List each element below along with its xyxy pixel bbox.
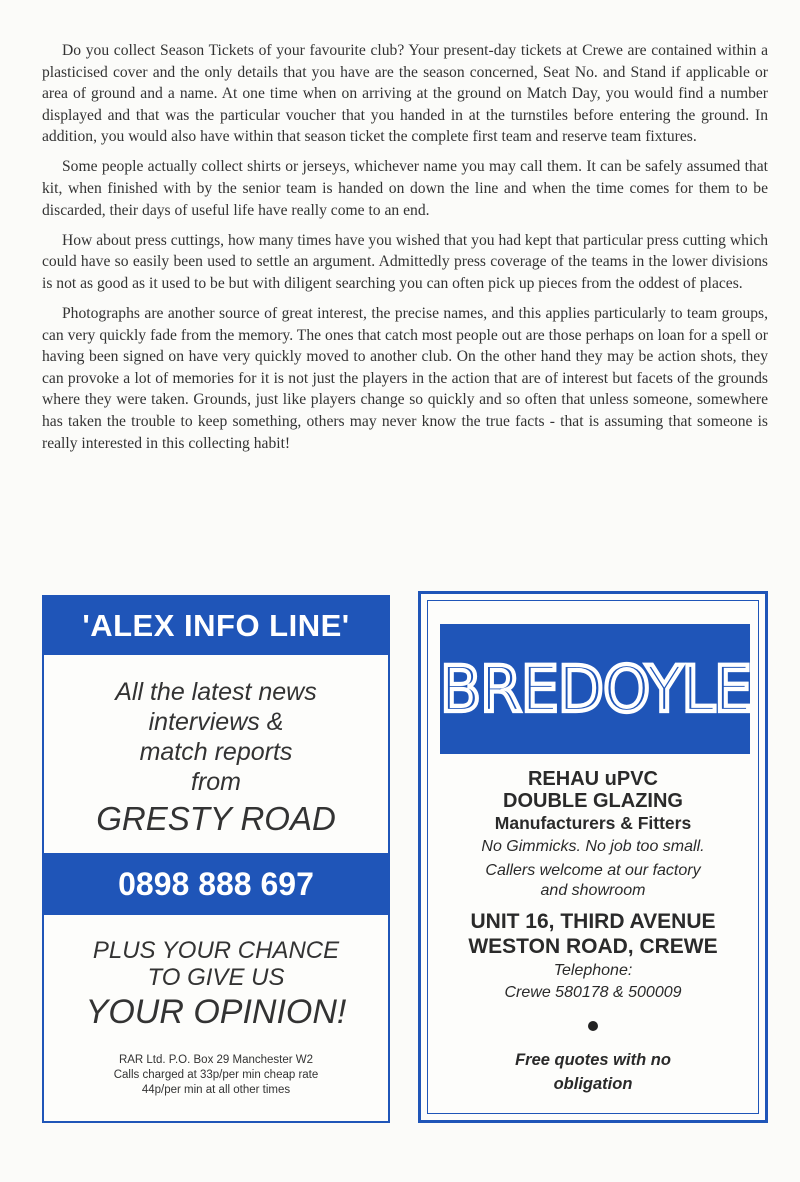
advert-line: TO GIVE US xyxy=(147,964,285,991)
advert-text xyxy=(428,768,758,1096)
logo-text: BREDOYLE xyxy=(440,653,751,727)
advert-location: GRESTY ROAD xyxy=(96,800,336,837)
advert-description xyxy=(44,655,388,853)
telephone-numbers: Crewe 580178 & 500009 xyxy=(504,984,682,1001)
alex-info-line-advert xyxy=(42,595,390,1123)
advert-line: interviews & xyxy=(148,708,284,736)
paragraph-press-cuttings: How about press cuttings, how many times have you wished that you had kept that particular press cutting which could have so easily been used to settle an argument. Admittedly press coverage of the teams in the lower divisions is not as good as it used to be but with diligent searching you can often pick up pieces from the oddest of places. xyxy=(42,231,768,292)
paragraph-shirts: Some people actually collect shirts or jerseys, whichever name you may call them. It can be safely assumed that kit, when finished with by the senior team is handed on down the line and when the time comes for them to be discarded, their days of useful life have really come to an end. xyxy=(42,158,768,219)
small-print-line: Calls charged at 33p/per min cheap rate xyxy=(113,1069,319,1081)
phone-number: 0898 888 697 xyxy=(44,853,388,915)
advert-line: No Gimmicks. No job too small. xyxy=(481,838,705,855)
address-line: WESTON ROAD, CREWE xyxy=(468,935,718,958)
advert-line: from xyxy=(191,768,241,796)
advert-line: All the latest news xyxy=(115,678,317,706)
advert-line: Telephone: xyxy=(553,962,633,979)
address-line: UNIT 16, THIRD AVENUE xyxy=(470,910,716,933)
bredoyle-logo xyxy=(440,624,750,754)
article-body xyxy=(42,40,768,463)
paragraph-photographs: Photographs are another source of great interest, the precise names, and this applies particularly to team groups, can very quickly fade from the memory. The ones that catch most people out are those perhaps on loan for a spell or having been signed on have very quickly moved to another club. On the other hand they may be action shots, they can provoke a lot of memories for it is not just the players in the action that are of interest but facets of the grounds where they were taken. Grounds, just like players change so quickly and so often that unless someone, somewhere has taken the trouble to keep something, others may never know the true facts - that is assuming that someone is really interested in this collecting habit! xyxy=(42,305,768,452)
advert-line: Free quotes with no xyxy=(515,1051,671,1069)
advert-title: 'ALEX INFO LINE' xyxy=(44,597,388,655)
advert-line: obligation xyxy=(553,1075,633,1093)
small-print-line: RAR Ltd. P.O. Box 29 Manchester W2 xyxy=(118,1054,314,1066)
advert-line: DOUBLE GLAZING xyxy=(503,790,683,812)
advert-line: Manufacturers & Fitters xyxy=(494,813,692,833)
advert-headline: YOUR OPINION! xyxy=(85,993,347,1031)
paragraph-season-tickets: Do you collect Season Tickets of your favourite club? Your present-day tickets at Crewe are contained within a plasticised cover and the only details that you have are the season concerned, Seat No. and Stand if applicable or area of ground and a name. At one time when on arriving at the ground on Match Day, you would find a number displayed and that was the particular voucher that you handed in at the turnstiles before entering the ground. In addition, you would also have within that season ticket the complete first team and reserve team fixtures. xyxy=(42,42,768,146)
advert-line: REHAU uPVC xyxy=(527,768,658,790)
bullet-dot xyxy=(428,1003,758,1048)
advert-opinion xyxy=(44,915,388,1098)
small-print-line: 44p/per min at all other times xyxy=(141,1084,291,1096)
advert-line: and showroom xyxy=(540,882,646,899)
advert-line: PLUS YOUR CHANCE xyxy=(92,937,340,964)
advert-line: Callers welcome at our factory xyxy=(485,862,701,879)
advert-line: match reports xyxy=(139,738,293,766)
advert-inner-border xyxy=(427,600,759,1114)
advert-small-print xyxy=(44,1053,388,1098)
bredoyle-advert xyxy=(418,591,768,1123)
